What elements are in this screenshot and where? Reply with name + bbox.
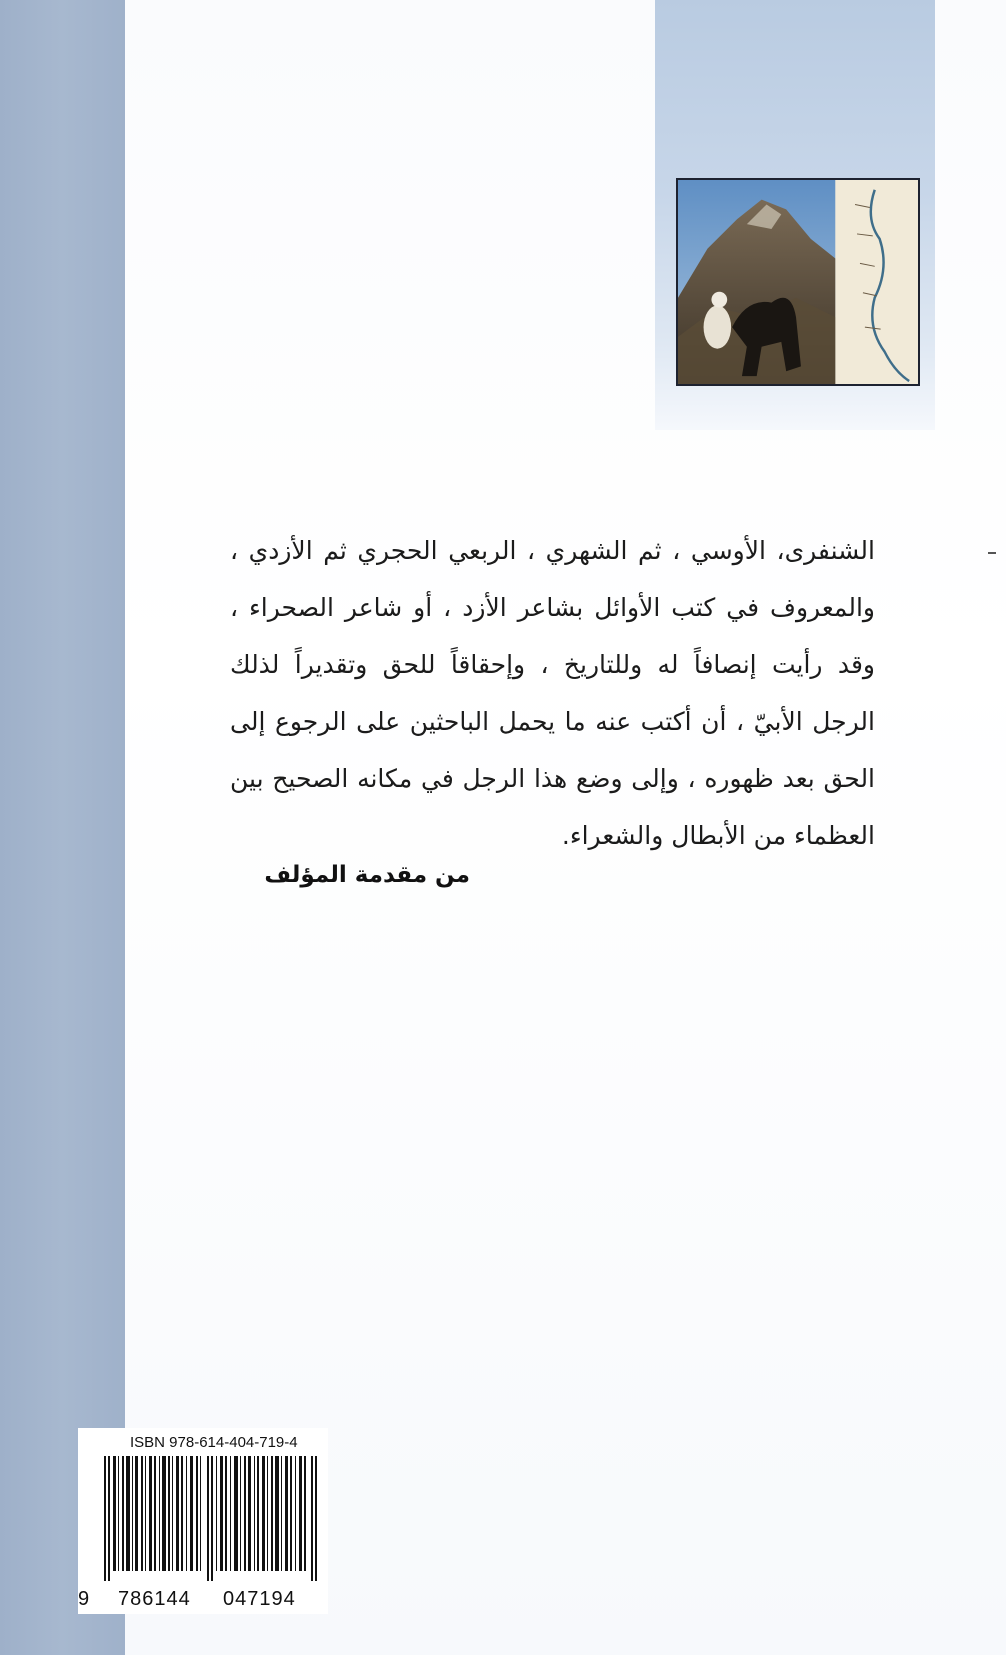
barcode-bars <box>104 1456 319 1581</box>
ean-first-digit: 9 <box>78 1588 90 1610</box>
blurb-line: والمعروف في كتب الأوائل بشاعر الأزد ، أو شاعر الصحراء ، وقد <box>230 593 875 679</box>
blurb-line: الشنفرى، الأوسي ، ثم الشهري ، الربعي الحجري ثم الأزدي ، <box>230 536 875 565</box>
edge-mark <box>988 552 996 554</box>
cover-spine-band <box>0 0 125 1655</box>
blurb-line: رأيت إنصافاً له وللتاريخ ، وإحقاقاً للحق وتقديراً لذلك الرجل <box>230 650 875 736</box>
mountain-rider-photo <box>678 180 918 384</box>
isbn-barcode <box>78 1428 328 1614</box>
ean-left-digits: 786144 <box>118 1588 191 1610</box>
back-cover-blurb <box>230 522 875 864</box>
isbn-number: ISBN 978-614-404-719-4 <box>130 1434 298 1451</box>
blurb-line: الأبيّ ، أن أكتب عنه ما يحمل الباحثين على الرجوع إلى الحق بعد <box>230 707 876 793</box>
cover-photo <box>676 178 920 386</box>
blurb-line: الأبطال والشعراء. <box>561 821 746 850</box>
blurb-attribution: من مقدمة المؤلف <box>264 862 470 888</box>
blurb-line: ظهوره ، وإلى وضع هذا الرجل في مكانه الصحيح بين العظماء من <box>230 764 875 850</box>
ean-right-digits: 047194 <box>223 1588 296 1610</box>
